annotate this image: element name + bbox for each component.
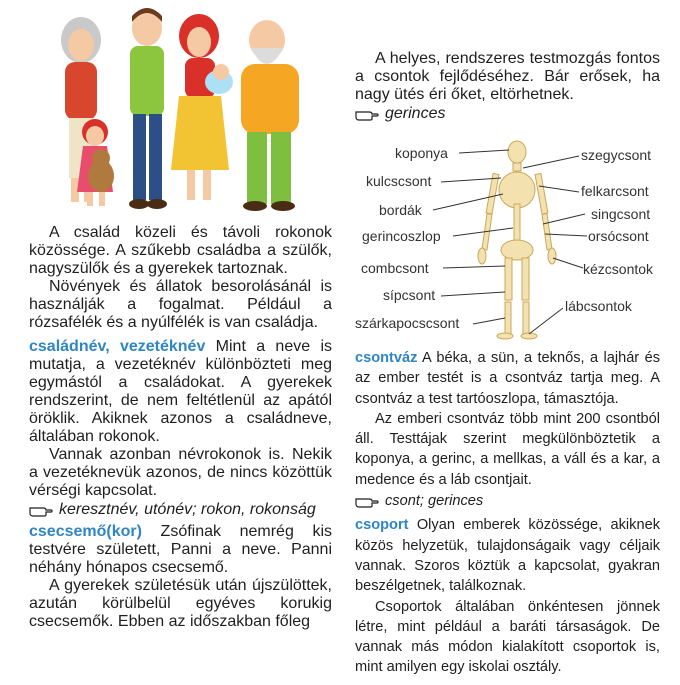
entry-csaladnev: családnév, vezetéknév Mint a neve is mutatja, a vezetéknév különbözteti meg egymástól a családokat. A gyerekek rendszerint, de nem feltétlenül az apától öröklik. Akiknek azonos a családneve, általában rokonok.: [29, 338, 333, 445]
father-figure: [129, 8, 167, 209]
entry-csontvaz-continued: Az emberi csontváz több mint 200 csontból áll. Testtájak szerint megkülönböztetik a koponya, a gerinc, a mellkas, a váll és a kar, a medence és a láb csontjait.: [355, 410, 660, 488]
entry-csecsemo: csecsemő(kor) Zsófinak nemrég kis testvére született, Panni a neve. Panni néhány hónapos csecsemő.: [29, 523, 332, 576]
entry-csoport-continued: Csoportok általában önkéntesen jönnek létre, mint például a baráti társaságok. De vannak más módon kialakított csoportok is, mint amilyen egy iskolai osztály.: [355, 598, 660, 676]
label-singcsont: singcsont: [591, 206, 651, 222]
entry-csoport: csoport Olyan emberek közössége, akiknek közös helyzetük, tulajdonságaik vagy céljaik vannak. Szoros köztük a kapcsolat, gyakran beszélgetnek, találkoznak.: [355, 517, 660, 595]
label-sipcsont: sípcsont: [383, 287, 436, 303]
entry-csaladnev-continued: Vannak azonban névrokonok is. Nekik a vezetéknevük azonos, de nincs közöttük vérségi kapcsolat.: [29, 446, 332, 499]
cross-reference-text[interactable]: keresztnév, utónév; rokon, rokonság: [59, 501, 316, 518]
label-felkarcsont: felkarcsont: [581, 183, 649, 199]
label-gerincoszlop: gerincoszlop: [362, 228, 441, 244]
right-column-entries: [355, 348, 660, 678]
mother-figure: [171, 14, 233, 200]
skeleton-figure: [478, 141, 556, 339]
entry-term: családnév, vezetéknév: [29, 338, 206, 355]
skeleton-diagram: [355, 138, 665, 342]
label-kulcscsont: kulcscsont: [366, 173, 432, 189]
family-illustration: [29, 0, 332, 222]
label-bordak: bordák: [379, 202, 422, 218]
label-koponya: koponya: [395, 145, 448, 161]
entry-csontvaz: csontváz A béka, a sün, a teknős, a lajhár és az ember testét is a csontváz tartja meg. A csontváz a test tartóoszlopa, támasztója.: [355, 350, 660, 407]
left-column: [29, 224, 332, 631]
entry-csecsemo-continued: A gyerekek születésük után újszülöttek, azután körülbelül egyéves korukig csecsemők. Ebben az időszakban főleg: [29, 577, 332, 630]
paragraph-bones-intro: A helyes, rendszeres testmozgás fontos a csontok fejlődéséhez. Bár erősek, ha nagy ütés éri őket, eltörhetnek.: [355, 50, 660, 103]
paragraph-family-biology: Növények és állatok besorolásánál is használják a fogalmat. Például a rózsafélék és a nyúlfélék is van családja.: [29, 278, 332, 331]
entry-term: csecsemő(kor): [29, 523, 142, 540]
label-labcsontok: lábcsontok: [565, 298, 632, 314]
paragraph-family-definition: A család közeli és távoli rokonok közössége. A szűkebb családba a szülők, nagyszülők és a gyerekek tartoznak.: [29, 224, 332, 277]
label-orsocsont: orsócsont: [588, 228, 649, 244]
pointing-hand-icon: [355, 107, 379, 121]
cross-reference: [29, 501, 332, 519]
entry-term: csontváz: [355, 350, 418, 366]
right-column-intro: [355, 50, 660, 127]
label-combcsont: combcsont: [361, 260, 429, 276]
cross-reference-text[interactable]: csont; gerinces: [385, 493, 484, 510]
label-szarkapocscsont: szárkapocscsont: [355, 315, 460, 331]
entry-term: csoport: [355, 517, 409, 534]
child-figure: [77, 119, 114, 206]
grandfather-figure: [241, 20, 299, 211]
label-szegycsont: szegycsont: [581, 147, 652, 163]
label-kezcsontok: kézcsontok: [583, 261, 654, 277]
cross-reference: [355, 491, 660, 511]
cross-reference: [355, 105, 660, 123]
pointing-hand-icon: [29, 503, 53, 517]
cross-reference-text[interactable]: gerinces: [385, 105, 446, 122]
pointing-hand-icon: [355, 494, 379, 508]
